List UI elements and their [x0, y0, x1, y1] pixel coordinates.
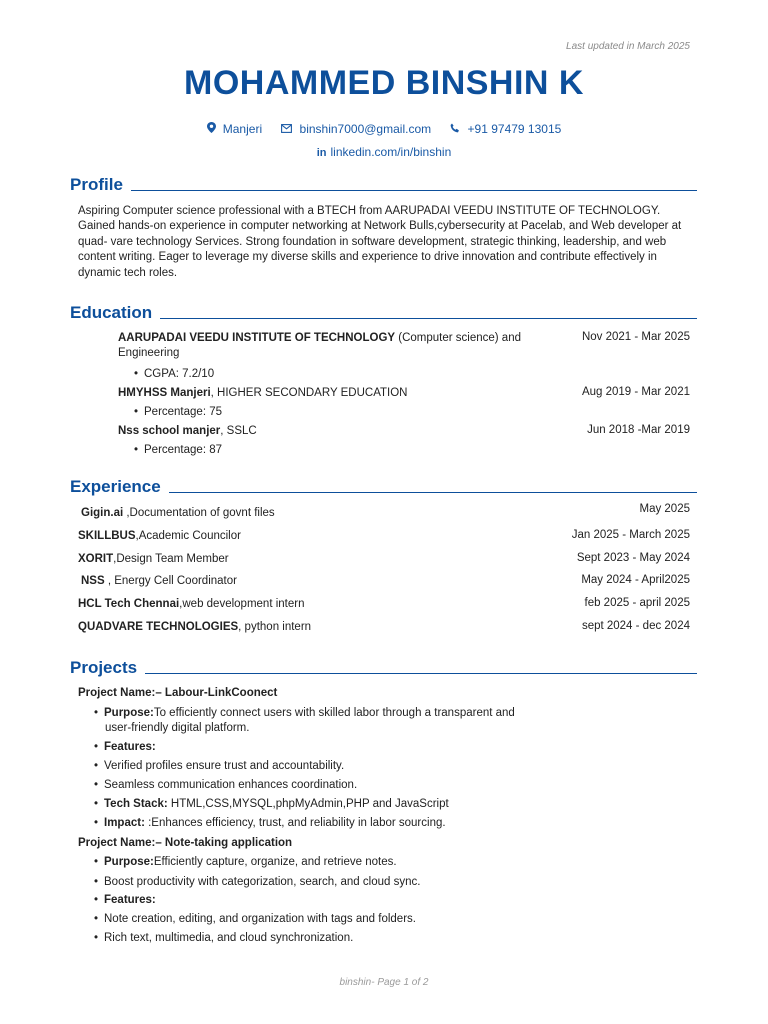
projects-section-header: [70, 658, 697, 678]
education-bullet-text: Percentage: 87: [144, 444, 223, 456]
project-bullet: • Impact: :Enhances efficiency, trust, and reliability in labor sourcing.: [94, 817, 446, 829]
section-divider: [160, 318, 697, 319]
bullet-label: Features:: [104, 894, 156, 906]
bullet-text: Rich text, multimedia, and cloud synchronization.: [104, 932, 354, 944]
projects-title: Projects: [70, 658, 138, 677]
organization-name: HCL Tech Chennai: [78, 598, 180, 610]
bullet-label: Tech Stack:: [104, 798, 168, 810]
project-bullet: • Features:: [94, 741, 156, 753]
linkedin-line: [0, 145, 768, 159]
bullet-text: Verified profiles ensure trust and accountability.: [104, 760, 345, 772]
institution-name: Nss school manjer: [118, 425, 221, 437]
education-bullet: • CGPA: 7.2/10: [134, 368, 215, 380]
experience-role: ,Documentation of govnt files: [123, 507, 275, 519]
phone-item[interactable]: [450, 122, 561, 136]
bullet-text: Note creation, editing, and organization with tags and folders.: [104, 913, 416, 925]
project-heading: [78, 836, 292, 851]
linkedin-link[interactable]: linkedin.com/in/binshin: [330, 145, 452, 159]
project-heading-text: Project Name:– Labour-LinkCoonect: [78, 687, 278, 699]
linkedin-item[interactable]: [317, 145, 452, 159]
organization-name: SKILLBUS: [78, 530, 136, 542]
profile-text: Aspiring Computer science professional with a BTECH from AARUPADAI VEEDU INSTITUTE OF TECHNOLOGY. Gained hands-on experience in computer networking at Network Bulls,cybersecurity at Pacelab, and Web developer at quad- vare technology Services. Strong foundation in software development, strategic thinking, leadership, and web content writing. Eager to leverage my diverse skills and experience to drive innovation and contribute effectively in dynamic tech roles.: [78, 205, 682, 279]
experience-date: sept 2024 - dec 2024: [581, 620, 690, 632]
education-bullet: • Percentage: 75: [134, 406, 223, 418]
experience-date: feb 2025 - april 2025: [584, 597, 690, 609]
section-divider: [131, 190, 697, 191]
experience-role: , python intern: [238, 621, 312, 633]
project-bullet: • Rich text, multimedia, and cloud synchronization.: [94, 932, 354, 944]
project-bullet: • Note creation, editing, and organization with tags and folders.: [94, 913, 416, 925]
bullet-text: To efficiently connect users with skilled labor through a transparent and: [153, 707, 515, 719]
email-link[interactable]: binshin7000@gmail.com: [299, 122, 432, 136]
bullet-text: Boost productivity with categorization, search, and cloud sync.: [104, 876, 421, 888]
education-section-header: [70, 303, 697, 323]
education-detail: (Computer science) and: [395, 332, 521, 344]
organization-name: Gigin.ai: [81, 507, 124, 519]
education-bullet-text: Percentage: 75: [144, 406, 223, 418]
bullet-label: Impact:: [104, 817, 145, 829]
page-footer: binshin- Page 1 of 2: [339, 977, 429, 988]
location-text: Manjeri: [222, 122, 263, 136]
organization-name: XORIT: [78, 553, 114, 565]
phone-icon: [450, 124, 463, 136]
experience-entry: [78, 597, 304, 612]
project-heading-text: Project Name:– Note-taking application: [78, 837, 293, 849]
institution-name: HMYHSS Manjeri: [118, 387, 211, 399]
bullet-text: user-friendly digital platform.: [105, 722, 250, 734]
project-heading: [78, 686, 277, 701]
experience-date: Sept 2023 - May 2024: [576, 552, 690, 564]
experience-date: Jan 2025 - March 2025: [571, 529, 690, 541]
education-date: Nov 2021 - Mar 2025: [581, 331, 690, 343]
experience-date: May 2024 - April2025: [581, 574, 690, 586]
experience-date: May 2025: [639, 503, 690, 515]
bullet-label: Features:: [104, 741, 156, 753]
map-pin-icon: [207, 124, 219, 136]
education-date: Jun 2018 -Mar 2019: [587, 424, 690, 436]
linkedin-icon: in: [316, 147, 327, 159]
experience-section-header: [70, 477, 697, 497]
phone-text[interactable]: +91 97479 13015: [467, 122, 562, 136]
section-divider: [169, 492, 697, 493]
education-bullet-text: CGPA: 7.2/10: [144, 368, 215, 380]
profile-title: Profile: [70, 175, 123, 194]
section-divider: [145, 673, 697, 674]
institution-name: AARUPADAI VEEDU INSTITUTE OF TECHNOLOGY: [118, 332, 396, 344]
experience-entry: [78, 529, 241, 544]
experience-role: , Energy Cell Coordinator: [104, 575, 237, 587]
project-bullet: • Verified profiles ensure trust and accountability.: [94, 760, 345, 772]
experience-entry: [78, 552, 229, 567]
education-bullet: • Percentage: 87: [134, 444, 223, 456]
bullet-label: Purpose:: [104, 707, 154, 719]
bullet-text: :Enhances efficiency, trust, and reliability in labor sourcing.: [144, 817, 446, 829]
experience-entry: [78, 620, 311, 635]
education-date: Aug 2019 - Mar 2021: [581, 386, 690, 398]
project-bullet: • Purpose:To efficiently connect users with skilled labor through a transparent and: [94, 707, 515, 719]
bullet-text: HTML,CSS,MYSQL,phpMyAdmin,PHP and JavaScript: [167, 798, 449, 810]
education-detail-2: Engineering: [118, 347, 180, 360]
education-entry: [118, 424, 257, 439]
education-entry: [118, 386, 407, 401]
project-bullet: • Boost productivity with categorization, search, and cloud sync.: [94, 876, 421, 888]
organization-name: NSS: [81, 575, 105, 587]
experience-role: ,web development intern: [179, 598, 305, 610]
education-entry: [118, 331, 528, 362]
candidate-name: MOHAMMED BINSHIN K: [184, 64, 584, 102]
bullet-label: Purpose:: [104, 856, 154, 868]
experience-role: ,Academic Councilor: [135, 530, 241, 542]
project-bullet: • Tech Stack: HTML,CSS,MYSQL,phpMyAdmin,PHP and JavaScript: [94, 798, 449, 810]
organization-name: QUADVARE TECHNOLOGIES: [78, 621, 239, 633]
education-detail: , SSLC: [220, 425, 257, 437]
contact-line: [0, 122, 768, 136]
experience-entry: [81, 506, 275, 521]
experience-title: Experience: [70, 477, 161, 496]
experience-role: ,Design Team Member: [113, 553, 229, 565]
bullet-text: Seamless communication enhances coordination.: [104, 779, 358, 791]
experience-entry: [81, 574, 237, 589]
project-bullet: • Features:: [94, 894, 156, 906]
location-item: [207, 122, 262, 136]
bullet-text: Efficiently capture, organize, and retrieve notes.: [153, 856, 397, 868]
envelope-icon: [281, 124, 295, 136]
project-bullet: • Seamless communication enhances coordination.: [94, 779, 358, 791]
email-item[interactable]: [281, 122, 431, 136]
education-title: Education: [70, 303, 153, 322]
project-bullet-continued: [105, 721, 249, 736]
profile-section-header: [70, 175, 697, 195]
education-detail: , HIGHER SECONDARY EDUCATION: [210, 387, 408, 399]
project-bullet: • Purpose:Efficiently capture, organize, and retrieve notes.: [94, 856, 397, 868]
last-updated: Last updated in March 2025: [566, 41, 690, 52]
